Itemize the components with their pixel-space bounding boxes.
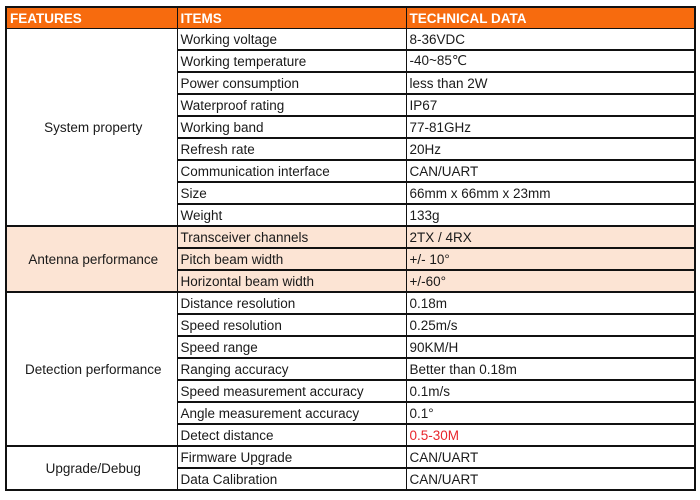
- technical-value: CAN/UART: [406, 160, 695, 182]
- technical-value: 133g: [406, 204, 695, 226]
- item-name: Refresh rate: [177, 138, 406, 160]
- item-name: Communication interface: [177, 160, 406, 182]
- technical-value: 8-36VDC: [406, 29, 695, 51]
- technical-value: 0.25m/s: [406, 314, 695, 336]
- feature-group-label: Upgrade/Debug: [6, 446, 177, 490]
- item-name: Size: [177, 182, 406, 204]
- item-name: Transceiver channels: [177, 226, 406, 248]
- header-items: ITEMS: [177, 7, 406, 29]
- item-name: Waterproof rating: [177, 94, 406, 116]
- technical-value: CAN/UART: [406, 446, 695, 468]
- feature-group-label: Detection performance: [6, 292, 177, 446]
- feature-group-label: System property: [6, 29, 177, 227]
- technical-value: Better than 0.18m: [406, 358, 695, 380]
- technical-value: IP67: [406, 94, 695, 116]
- technical-value: +/- 10°: [406, 248, 695, 270]
- item-name: Ranging accuracy: [177, 358, 406, 380]
- technical-value: 0.5-30M: [406, 424, 695, 446]
- item-name: Working band: [177, 116, 406, 138]
- item-name: Speed resolution: [177, 314, 406, 336]
- item-name: Distance resolution: [177, 292, 406, 314]
- technical-value: 0.18m: [406, 292, 695, 314]
- item-name: Speed range: [177, 336, 406, 358]
- technical-value: 2TX / 4RX: [406, 226, 695, 248]
- technical-value: CAN/UART: [406, 468, 695, 490]
- item-name: Detect distance: [177, 424, 406, 446]
- spec-table: [5, 6, 696, 491]
- item-name: Power consumption: [177, 72, 406, 94]
- table-row: [6, 446, 695, 468]
- header-technical-data: TECHNICAL DATA: [406, 7, 695, 29]
- table-row: [6, 29, 695, 51]
- technical-value: 0.1m/s: [406, 380, 695, 402]
- item-name: Weight: [177, 204, 406, 226]
- item-name: Pitch beam width: [177, 248, 406, 270]
- item-name: Angle measurement accuracy: [177, 402, 406, 424]
- technical-value: 0.1°: [406, 402, 695, 424]
- technical-value: less than 2W: [406, 72, 695, 94]
- technical-value: 90KM/H: [406, 336, 695, 358]
- item-name: Speed measurement accuracy: [177, 380, 406, 402]
- item-name: Horizontal beam width: [177, 270, 406, 292]
- feature-group-label: Antenna performance: [6, 226, 177, 292]
- item-name: Working voltage: [177, 29, 406, 51]
- item-name: Firmware Upgrade: [177, 446, 406, 468]
- technical-value: -40~85℃: [406, 50, 695, 72]
- technical-value: +/-60°: [406, 270, 695, 292]
- item-name: Working temperature: [177, 50, 406, 72]
- spec-table-body: [6, 29, 695, 491]
- table-row: [6, 226, 695, 248]
- header-features: FEATURES: [6, 7, 177, 29]
- technical-value: 20Hz: [406, 138, 695, 160]
- technical-value: 66mm x 66mm x 23mm: [406, 182, 695, 204]
- item-name: Data Calibration: [177, 468, 406, 490]
- technical-value: 77-81GHz: [406, 116, 695, 138]
- table-header-row: [6, 7, 695, 29]
- table-row: [6, 292, 695, 314]
